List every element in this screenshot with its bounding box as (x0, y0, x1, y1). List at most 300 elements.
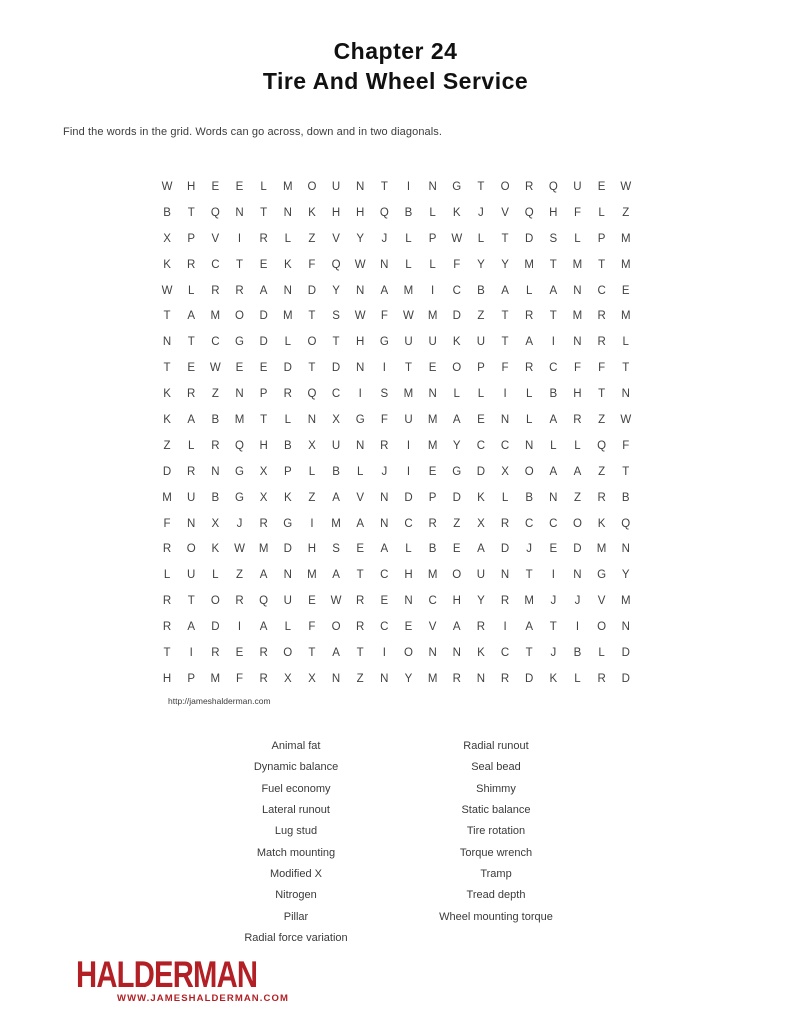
grid-letter-r8c7: T (308, 362, 316, 375)
grid-letter-r16c8: A (332, 569, 340, 582)
grid-letter-r16c3: L (212, 569, 219, 582)
grid-letter-r10c5: T (260, 413, 268, 426)
word-list-item: Lug stud (274, 825, 318, 838)
grid-letter-r18c9: R (356, 621, 365, 634)
source-url: http://jameshalderman.com (168, 696, 271, 706)
grid-letter-r2c8: H (331, 206, 341, 219)
grid-letter-r11c17: L (550, 439, 557, 452)
grid-letter-r8c2: E (187, 362, 196, 375)
grid-letter-r15c13: E (452, 543, 461, 556)
grid-letter-r4c8: Q (331, 258, 341, 271)
grid-letter-r5c17: A (549, 284, 558, 297)
grid-letter-r15c1: R (162, 543, 172, 556)
grid-letter-r16c14: U (476, 569, 486, 582)
grid-letter-r16c2: U (187, 569, 196, 582)
grid-letter-r4c9: W (354, 258, 366, 271)
grid-letter-r5c8: Y (332, 284, 340, 297)
grid-letter-r13c6: K (283, 491, 292, 504)
grid-letter-r3c3: V (211, 232, 220, 245)
grid-letter-r8c9: N (356, 362, 365, 375)
grid-letter-r4c13: F (453, 258, 461, 271)
grid-letter-r14c5: R (259, 517, 268, 530)
grid-letter-r14c19: K (597, 517, 606, 530)
grid-letter-r11c16: N (525, 439, 534, 452)
grid-letter-r3c9: Y (356, 232, 365, 245)
grid-letter-r17c4: R (235, 595, 244, 608)
grid-letter-r9c5: P (259, 388, 268, 401)
grid-letter-r19c15: C (500, 646, 510, 659)
grid-letter-r20c15: R (500, 672, 510, 685)
grid-letter-r14c12: R (428, 517, 437, 530)
grid-letter-r6c4: O (235, 310, 244, 323)
grid-letter-r9c11: M (403, 388, 414, 401)
grid-letter-r2c7: K (308, 206, 316, 219)
grid-letter-r3c4: I (237, 232, 242, 245)
page-subtitle: Tire And Wheel Service (262, 68, 529, 94)
grid-letter-r11c15: C (500, 439, 510, 452)
grid-letter-r7c2: T (187, 336, 195, 349)
grid-letter-r7c16: A (525, 336, 534, 349)
grid-letter-r7c14: U (476, 336, 486, 349)
grid-letter-r16c10: C (380, 569, 389, 582)
grid-letter-r14c9: A (356, 517, 365, 530)
grid-letter-r19c6: O (283, 646, 293, 659)
grid-letter-r16c7: M (307, 569, 317, 582)
grid-letter-r7c20: L (622, 336, 629, 349)
grid-letter-r8c20: T (622, 362, 630, 375)
page-header (0, 36, 791, 96)
logo-wordmark: HALDERMAN (76, 954, 258, 995)
grid-letter-r5c20: E (621, 284, 630, 297)
grid-letter-r3c10: J (381, 232, 388, 245)
grid-letter-r19c2: I (189, 646, 193, 659)
grid-letter-r12c13: G (452, 465, 462, 478)
grid-letter-r7c12: U (428, 336, 437, 349)
grid-letter-r19c14: K (477, 646, 485, 659)
grid-letter-r9c18: H (573, 388, 582, 401)
grid-letter-r18c3: D (211, 621, 220, 634)
grid-letter-r8c19: F (598, 362, 606, 375)
grid-letter-r10c7: N (307, 413, 317, 426)
grid-letter-r3c5: R (259, 232, 268, 245)
grid-letter-r7c19: R (597, 336, 606, 349)
grid-letter-r4c7: F (308, 258, 316, 271)
grid-letter-r4c19: T (598, 258, 606, 271)
grid-letter-r7c7: O (307, 336, 317, 349)
grid-letter-r8c8: D (331, 362, 341, 375)
grid-letter-r7c10: G (379, 336, 389, 349)
grid-letter-r15c5: M (258, 543, 269, 556)
word-list-item: Nitrogen (275, 889, 317, 902)
grid-letter-r15c6: D (283, 543, 292, 556)
grid-letter-r2c13: K (452, 206, 461, 219)
grid-letter-r9c6: R (283, 388, 292, 401)
grid-letter-r5c19: C (597, 284, 606, 297)
grid-letter-r10c13: A (452, 413, 461, 426)
grid-letter-r12c15: X (501, 465, 509, 478)
grid-letter-r1c14: T (477, 180, 485, 193)
grid-letter-r10c3: B (211, 413, 220, 426)
grid-letter-r18c20: N (621, 621, 630, 634)
grid-letter-r20c12: M (427, 672, 438, 685)
grid-letter-r9c7: Q (307, 388, 317, 401)
grid-letter-r9c3: Z (211, 388, 219, 401)
grid-letter-r3c1: X (163, 232, 171, 245)
grid-letter-r18c17: T (549, 621, 557, 634)
grid-letter-r10c19: Z (598, 413, 606, 426)
grid-letter-r5c11: M (403, 284, 414, 297)
word-list-item: Pillar (283, 910, 309, 923)
grid-letter-r19c5: R (259, 646, 268, 659)
grid-letter-r17c7: E (308, 595, 316, 608)
grid-letter-r5c10: A (380, 284, 389, 297)
grid-letter-r15c11: L (405, 543, 412, 556)
grid-letter-r11c18: L (574, 439, 581, 452)
grid-letter-r14c7: I (310, 517, 314, 530)
grid-letter-r8c16: R (525, 362, 534, 375)
grid-letter-r12c14: D (476, 465, 486, 478)
grid-letter-r13c1: M (162, 491, 172, 504)
grid-letter-r8c15: F (501, 362, 509, 375)
grid-letter-r18c7: F (308, 621, 316, 634)
grid-letter-r1c10: T (380, 180, 388, 193)
grid-letter-r19c20: D (621, 646, 630, 659)
grid-letter-r18c14: R (476, 621, 486, 634)
grid-letter-r12c8: B (332, 465, 340, 478)
word-list-item: Radial force variation (244, 932, 348, 945)
grid-letter-r14c18: O (572, 517, 582, 530)
grid-letter-r20c7: X (308, 672, 316, 685)
grid-letter-r20c3: M (210, 672, 221, 685)
grid-letter-r10c11: U (404, 413, 413, 426)
grid-letter-r15c14: A (477, 543, 485, 556)
grid-letter-r4c2: R (187, 258, 196, 271)
grid-letter-r20c8: N (331, 672, 341, 685)
grid-letter-r7c3: C (211, 336, 220, 349)
grid-letter-r8c17: C (549, 362, 558, 375)
grid-letter-r10c1: K (163, 413, 171, 426)
word-list-item: Shimmy (476, 782, 516, 795)
grid-letter-r15c8: S (332, 543, 340, 556)
word-list-item: Dynamic balance (253, 761, 339, 774)
grid-letter-r13c16: B (525, 491, 534, 504)
grid-letter-r6c9: W (354, 310, 366, 323)
grid-letter-r20c6: X (283, 672, 292, 685)
word-list-item: Animal fat (271, 740, 321, 752)
grid-letter-r1c19: E (597, 180, 606, 193)
grid-letter-r18c6: L (284, 621, 291, 634)
grid-letter-r19c7: T (308, 646, 316, 659)
halderman-logo (76, 954, 336, 1004)
grid-letter-r20c18: L (574, 672, 581, 685)
grid-letter-r20c1: H (162, 672, 172, 685)
grid-letter-r8c18: F (573, 362, 581, 375)
grid-letter-r19c10: I (382, 646, 386, 659)
grid-letter-r2c2: T (187, 206, 195, 219)
grid-letter-r12c19: Z (598, 465, 606, 478)
grid-letter-r9c17: B (549, 388, 558, 401)
grid-letter-r11c11: I (406, 439, 411, 452)
grid-letter-r11c14: C (476, 439, 486, 452)
grid-letter-r9c14: L (477, 388, 485, 401)
grid-letter-r8c11: T (404, 362, 412, 375)
word-list-item: Wheel mounting torque (439, 910, 553, 923)
grid-letter-r15c10: A (380, 543, 389, 556)
grid-letter-r1c5: L (260, 180, 267, 193)
grid-letter-r4c16: M (524, 258, 534, 271)
grid-letter-r3c15: T (501, 232, 509, 245)
grid-letter-r12c6: P (283, 465, 292, 478)
logo-website-text: WWW.JAMESHALDERMAN.COM (117, 993, 289, 1004)
grid-letter-r14c15: R (500, 517, 510, 530)
grid-letter-r16c1: L (163, 569, 171, 582)
grid-letter-r17c11: N (404, 595, 413, 608)
grid-letter-r2c5: T (260, 206, 268, 219)
grid-letter-r5c5: A (259, 284, 268, 297)
grid-letter-r6c7: T (308, 310, 316, 323)
grid-letter-r17c13: H (452, 595, 461, 608)
grid-letter-r5c4: R (235, 284, 244, 297)
word-search-grid (155, 174, 638, 692)
grid-letter-r5c1: W (161, 284, 173, 297)
grid-letter-r15c15: D (500, 543, 510, 556)
instructions-text: Find the words in the grid. Words can go across, down and in two diagonals. (63, 126, 443, 138)
grid-letter-r6c1: T (163, 310, 171, 323)
grid-letter-r12c9: L (356, 465, 364, 478)
grid-letter-r19c3: R (211, 646, 220, 659)
grid-letter-r13c10: N (380, 491, 389, 504)
grid-letter-r6c3: M (210, 310, 221, 323)
grid-letter-r6c8: S (332, 310, 340, 323)
word-list-item: Lateral runout (262, 804, 330, 817)
word-list-left (196, 736, 396, 949)
grid-letter-r17c1: R (162, 595, 172, 608)
grid-letter-r1c15: O (500, 180, 510, 193)
grid-letter-r7c9: H (356, 336, 365, 349)
grid-letter-r2c11: B (404, 206, 413, 219)
grid-letter-r7c18: N (573, 336, 582, 349)
grid-letter-r15c3: K (211, 543, 220, 556)
grid-letter-r14c8: M (331, 517, 341, 530)
grid-letter-r7c1: N (162, 336, 172, 349)
grid-letter-r13c12: P (428, 491, 437, 504)
grid-letter-r11c9: N (356, 439, 365, 452)
grid-letter-r1c8: U (331, 180, 341, 193)
grid-letter-r6c12: M (427, 310, 438, 323)
grid-letter-r16c18: N (573, 569, 582, 582)
grid-letter-r10c2: A (187, 413, 196, 426)
grid-letter-r8c10: I (382, 362, 386, 375)
grid-letter-r1c13: G (452, 180, 462, 193)
grid-letter-r16c6: N (283, 569, 292, 582)
grid-letter-r18c12: V (428, 621, 437, 634)
grid-letter-r12c12: E (428, 465, 437, 478)
grid-letter-r5c2: L (188, 284, 195, 297)
grid-letter-r7c17: I (551, 336, 555, 349)
grid-letter-r14c14: X (477, 517, 485, 530)
grid-letter-r3c14: L (477, 232, 485, 245)
page-title: Chapter 24 (333, 38, 458, 64)
grid-letter-r6c13: D (452, 310, 461, 323)
grid-letter-r15c2: O (186, 543, 196, 556)
grid-letter-r6c18: M (572, 310, 583, 323)
grid-letter-r6c17: T (549, 310, 557, 323)
grid-letter-r17c12: C (428, 595, 437, 608)
grid-letter-r20c4: F (235, 672, 243, 685)
grid-letter-r19c12: N (428, 646, 437, 659)
grid-letter-r13c18: Z (573, 491, 581, 504)
grid-letter-r1c1: W (161, 180, 173, 193)
grid-letter-r17c18: J (574, 595, 581, 608)
grid-letter-r16c16: T (525, 569, 533, 582)
grid-letter-r20c5: R (259, 672, 268, 685)
grid-letter-r15c9: E (356, 543, 365, 556)
grid-letter-r15c19: M (596, 543, 607, 556)
grid-letter-r11c2: L (188, 439, 195, 452)
grid-letter-r8c5: E (259, 362, 268, 375)
grid-letter-r17c5: Q (259, 595, 269, 608)
grid-letter-r20c20: D (621, 672, 630, 685)
grid-letter-r19c16: T (525, 646, 533, 659)
grid-letter-r1c4: E (235, 180, 244, 193)
grid-letter-r8c6: D (283, 362, 292, 375)
grid-letter-r12c16: O (524, 465, 534, 478)
grid-letter-r3c16: D (525, 232, 534, 245)
grid-letter-r4c12: L (429, 258, 436, 271)
grid-letter-r6c15: T (501, 310, 509, 323)
grid-letter-r17c16: M (524, 595, 534, 608)
grid-letter-r19c9: T (356, 646, 364, 659)
grid-letter-r14c17: C (549, 517, 558, 530)
grid-letter-r13c17: N (549, 491, 558, 504)
word-list-item: Tread depth (466, 889, 526, 902)
grid-letter-r1c6: M (282, 180, 293, 193)
grid-letter-r1c3: E (211, 180, 220, 193)
grid-letter-r15c16: J (526, 543, 533, 556)
grid-letter-r19c4: E (235, 646, 244, 659)
grid-letter-r1c2: H (187, 180, 196, 193)
grid-letter-r9c13: L (453, 388, 460, 401)
grid-letter-r18c10: C (380, 621, 389, 634)
grid-letter-r2c6: N (283, 206, 292, 219)
grid-letter-r11c3: R (211, 439, 220, 452)
grid-letter-r2c9: H (356, 206, 365, 219)
grid-letter-r14c2: N (187, 517, 196, 530)
grid-letter-r18c13: A (452, 621, 461, 634)
grid-letter-r18c5: A (259, 621, 268, 634)
grid-letter-r16c17: I (551, 569, 555, 582)
grid-letter-r20c19: R (597, 672, 606, 685)
grid-letter-r20c2: P (187, 672, 196, 685)
grid-letter-r10c15: N (500, 413, 510, 426)
grid-letter-r9c16: L (525, 388, 533, 401)
grid-letter-r10c8: X (332, 413, 340, 426)
grid-letter-r11c8: U (331, 439, 341, 452)
grid-letter-r18c1: R (162, 621, 172, 634)
grid-letter-r9c10: S (380, 388, 389, 401)
grid-letter-r17c17: J (550, 595, 557, 608)
grid-letter-r10c10: F (380, 413, 388, 426)
grid-letter-r11c12: M (427, 439, 438, 452)
grid-letter-r7c8: T (332, 336, 340, 349)
grid-letter-r15c12: B (428, 543, 437, 556)
grid-letter-r1c11: I (406, 180, 411, 193)
grid-letter-r14c16: C (525, 517, 534, 530)
grid-letter-r8c3: W (209, 362, 221, 375)
grid-letter-r9c19: T (598, 388, 606, 401)
grid-letter-r4c1: K (163, 258, 171, 271)
grid-letter-r17c14: Y (477, 595, 485, 608)
word-list-item: Modified X (270, 868, 322, 881)
grid-letter-r13c13: D (452, 491, 461, 504)
grid-letter-r14c13: Z (453, 517, 461, 530)
grid-letter-r13c19: R (597, 491, 606, 504)
grid-letter-r4c6: K (283, 258, 292, 271)
grid-letter-r3c13: W (451, 232, 463, 245)
grid-letter-r2c3: Q (210, 206, 220, 219)
grid-letter-r1c12: N (428, 180, 437, 193)
grid-letter-r4c10: N (380, 258, 389, 271)
word-list-item: Match mounting (256, 846, 336, 859)
grid-letter-r8c4: E (235, 362, 244, 375)
grid-letter-r9c1: K (163, 388, 171, 401)
word-list-item: Radial runout (463, 740, 529, 752)
grid-letter-r13c2: U (187, 491, 196, 504)
grid-letter-r10c9: G (355, 413, 365, 426)
grid-letter-r9c15: I (503, 388, 507, 401)
grid-letter-r13c9: V (356, 491, 365, 504)
grid-letter-r5c7: D (307, 284, 317, 297)
grid-letter-r3c19: P (597, 232, 606, 245)
grid-letter-r12c5: X (259, 465, 268, 478)
grid-letter-r7c6: L (284, 336, 291, 349)
grid-letter-r2c4: N (235, 206, 244, 219)
grid-letter-r9c2: R (187, 388, 196, 401)
grid-letter-r19c11: O (404, 646, 413, 659)
grid-letter-r9c4: N (235, 388, 244, 401)
grid-letter-r15c20: N (621, 543, 630, 556)
grid-letter-r11c20: F (622, 439, 630, 452)
grid-letter-r9c8: C (331, 388, 341, 401)
grid-letter-r1c9: N (356, 180, 365, 193)
grid-letter-r13c4: G (235, 491, 244, 504)
grid-letter-r4c5: E (259, 258, 268, 271)
grid-letter-r2c20: Z (622, 206, 630, 219)
word-list-item: Tire rotation (466, 825, 526, 838)
grid-letter-r9c12: N (428, 388, 437, 401)
grid-letter-r17c19: V (597, 595, 606, 608)
grid-letter-r3c18: L (574, 232, 581, 245)
grid-letter-r17c20: M (620, 595, 631, 608)
grid-letter-r14c20: Q (621, 517, 631, 530)
word-list-item: Static balance (461, 804, 531, 817)
grid-letter-r3c20: M (620, 232, 631, 245)
grid-letter-r4c20: M (620, 258, 631, 271)
grid-letter-r7c5: D (259, 336, 268, 349)
grid-letter-r17c8: W (330, 595, 342, 608)
grid-letter-r2c1: B (163, 206, 171, 219)
grid-letter-r16c20: Y (621, 569, 630, 582)
grid-letter-r7c13: K (452, 336, 461, 349)
grid-letter-r12c1: D (162, 465, 172, 478)
grid-letter-r2c14: J (478, 206, 484, 219)
grid-letter-r11c6: B (283, 439, 292, 452)
grid-letter-r15c18: D (573, 543, 582, 556)
grid-letter-r5c18: N (573, 284, 582, 297)
grid-letter-r15c4: W (234, 543, 245, 556)
grid-letter-r1c7: O (307, 180, 317, 193)
grid-letter-r18c19: O (597, 621, 607, 634)
